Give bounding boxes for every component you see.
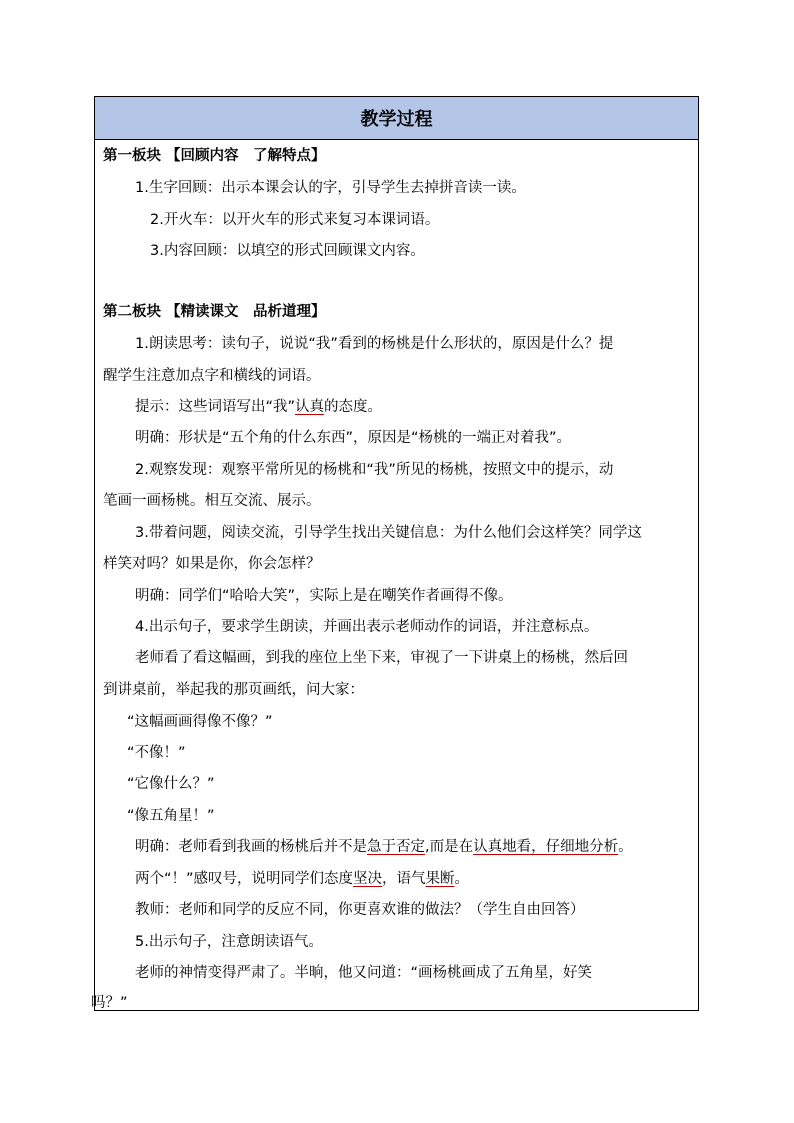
text-line: 2.观察发现：观察平常所见的杨桃和“我”所见的杨桃，按照文中的提示，动 (135, 462, 614, 478)
underlined-phrase: 认真地看，仔细地分析 (473, 839, 619, 855)
text-line: 样笑对吗？如果是你，你会怎样？ (103, 556, 321, 572)
text-line: 教师：老师和同学的反应不同，你更喜欢谁的做法？（学生自由回答） (135, 902, 585, 918)
section-heading-2: 第二板块 【精读课文 品析道理】 (103, 304, 326, 320)
text-line: 吗？” (91, 995, 128, 1011)
text-line: 笔画一画杨桃。相互交流、展示。 (103, 493, 321, 509)
text-line: 1.生字回顾：出示本课会认的字，引导学生去掉拼音读一读。 (135, 180, 526, 196)
header-title: 教学过程 (360, 109, 433, 130)
text-line: 醒学生注意加点字和横线的词语。 (103, 368, 321, 384)
text-line: 两个“！”感叹号，说明同学们态度坚决，语气果断。 (135, 871, 470, 887)
text-line: 1.朗读思考：读句子，说说“我”看到的杨桃是什么形状的，原因是什么？提 (135, 336, 614, 352)
text-line: 3.带着问题，阅读交流，引导学生找出关键信息：为什么他们会这样笑？同学这 (135, 525, 642, 541)
section-heading-1: 第一板块 【回顾内容 了解特点】 (103, 148, 326, 164)
dialogue-line: “像五角星！” (127, 808, 215, 824)
underlined-phrase: 认真 (295, 399, 325, 415)
table-header (95, 97, 698, 140)
text-line: 老师的神情变得严肃了。半晌，他又问道：“画杨桃画成了五角星，好笑 (135, 965, 593, 981)
text-line: 老师看了看这幅画，到我的座位上坐下来，审视了一下讲桌上的杨桃，然后回 (135, 650, 628, 666)
underlined-phrase: 果断 (425, 871, 455, 887)
dialogue-line: “这幅画画得像不像？” (127, 714, 273, 730)
text-line: 明确：形状是“五个角的什么东西”，原因是“杨桃的一端正对着我”。 (135, 430, 572, 446)
teaching-process-table (91, 96, 699, 1011)
text-line: 2.开火车：以开火车的形式来复习本课词语。 (150, 212, 440, 228)
text-line: 到讲桌前，举起我的那页画纸，问大家： (103, 682, 364, 698)
dialogue-line: “它像什么？” (127, 776, 215, 792)
dialogue-line: “不像！” (127, 745, 186, 761)
text-line: 明确：同学们“哈哈大笑”，实际上是在嘲笑作者画得不像。 (135, 588, 513, 604)
text-line: 3.内容回顾：以填空的形式回顾课文内容。 (150, 243, 425, 259)
text-line: 明确：老师看到我画的杨桃后并不是急于否定,而是在认真地看，仔细地分析。 (135, 839, 633, 855)
text-line: 4.出示句子，要求学生朗读，并画出表示老师动作的词语，并注意标点。 (135, 619, 599, 635)
text-line: 提示：这些词语写出“我”认真的态度。 (135, 399, 383, 415)
underlined-phrase: 坚决 (353, 871, 383, 887)
text-line: 5.出示句子，注意朗读语气。 (135, 934, 323, 950)
underlined-phrase: 急于否定 (367, 839, 425, 855)
